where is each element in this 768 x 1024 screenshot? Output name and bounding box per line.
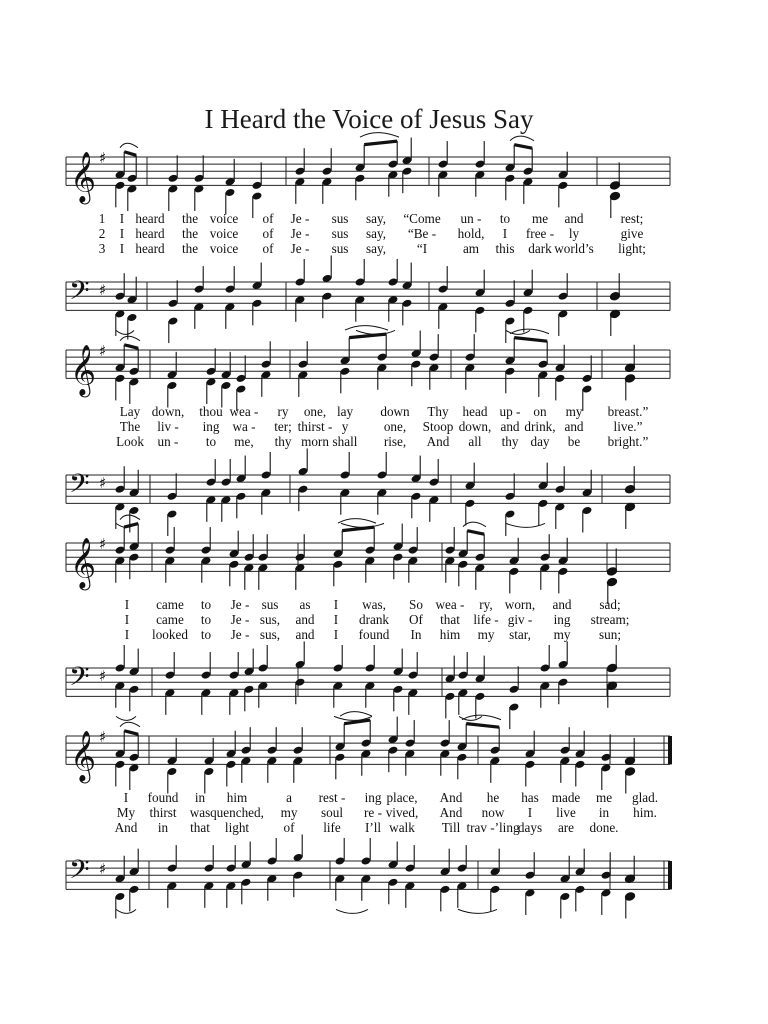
lyric-syllable: giv - <box>507 612 533 627</box>
lyric-syllable: wa - <box>232 419 256 434</box>
slur <box>120 143 138 148</box>
lyric-syllable: un - <box>157 434 179 449</box>
lyric-syllable: and <box>564 211 584 226</box>
lyric-syllable: light; <box>618 241 646 256</box>
lyric-syllable: And <box>114 820 138 835</box>
lyric-syllable: place, <box>386 790 418 805</box>
lyric-syllable: was <box>189 805 211 820</box>
lyric-syllable: “Come <box>403 211 441 226</box>
sharp-icon: ♯ <box>99 281 107 300</box>
lyric-syllable: Thy <box>427 404 449 419</box>
lyric-syllable: and <box>552 597 572 612</box>
slur <box>120 722 140 727</box>
sharp-icon: ♯ <box>99 667 107 686</box>
lyric-syllable: I <box>527 805 533 820</box>
lyric-syllable: in <box>598 805 610 820</box>
lyric-syllable: sus <box>331 211 349 226</box>
lyric-syllable: me, <box>234 434 254 449</box>
lyric-syllable: trav -’ling <box>466 820 520 835</box>
lyric-syllable: thirst - <box>297 419 333 434</box>
lyric-syllable: looked <box>152 627 188 642</box>
treble-clef-icon: 𝄞 <box>70 537 97 589</box>
lyric-syllable: Je - <box>290 241 310 256</box>
treble-clef-icon: 𝄞 <box>70 730 97 782</box>
lyric-syllable: thy <box>274 434 292 449</box>
lyric-syllable: heard <box>135 211 165 226</box>
lyric-syllable: on <box>533 404 547 419</box>
verse-number: 3 <box>98 241 106 256</box>
lyric-syllable: this <box>495 241 515 256</box>
note-beam <box>342 527 374 531</box>
lyric-syllable: Look <box>116 434 144 449</box>
note-beam <box>514 145 532 149</box>
lyric-syllable: Je - <box>290 226 310 241</box>
slur <box>340 712 372 717</box>
lyric-syllable: Lay <box>119 404 141 419</box>
lyric-syllable: sun; <box>599 627 621 642</box>
verse-number: 1 <box>98 211 106 226</box>
system-1 <box>66 133 670 343</box>
sharp-icon: ♯ <box>99 728 107 746</box>
slur <box>120 336 140 341</box>
note-beam <box>467 531 484 535</box>
lyric-syllable: ry, <box>479 597 493 612</box>
lyric-syllable: done. <box>589 820 619 835</box>
lyric-syllable: rise, <box>383 434 407 449</box>
lyric-syllable: life - <box>473 612 499 627</box>
lyric-syllable: And <box>426 434 450 449</box>
lyric-syllable: free - <box>525 226 555 241</box>
lyric-syllable: that <box>440 612 460 627</box>
lyric-syllable: of <box>262 241 274 256</box>
lyric-syllable: soul <box>321 805 343 820</box>
lyric-syllable: And <box>439 790 463 805</box>
lyric-syllable: ing <box>202 419 220 434</box>
slur <box>345 326 388 331</box>
lyric-syllable: glad. <box>631 790 659 805</box>
lyric-syllable: him <box>226 790 248 805</box>
lyric-syllable: stream; <box>590 612 630 627</box>
lyric-syllable: morn <box>301 434 329 449</box>
lyric-syllable: Je - <box>230 612 250 627</box>
lyric-syllable: be <box>567 434 581 449</box>
lyric-syllable: the <box>181 241 199 256</box>
lyric-syllable: say, <box>365 241 387 256</box>
lyric-syllable: sad; <box>599 597 621 612</box>
lyric-syllable: in <box>157 820 169 835</box>
note-beam <box>124 524 138 528</box>
lyric-syllable: star, <box>509 627 531 642</box>
lyric-syllable: day <box>530 434 550 449</box>
lyric-syllable: to <box>205 434 217 449</box>
lyric-syllable: days <box>517 820 543 835</box>
lyric-syllable: drank <box>358 612 390 627</box>
lyric-syllable: say, <box>365 226 387 241</box>
note-beam <box>349 334 386 338</box>
lyric-syllable: I’ll <box>364 820 382 835</box>
bass-clef-icon: 𝄢 <box>69 853 90 892</box>
lyric-syllable: live <box>556 805 576 820</box>
lyric-syllable: I <box>119 211 125 226</box>
lyric-syllable: I <box>119 241 125 256</box>
slur <box>116 330 134 334</box>
lyric-syllable: has <box>521 790 539 805</box>
lyric-syllable: to <box>200 612 212 627</box>
note-beam <box>124 152 136 156</box>
lyric-syllable: the <box>181 211 199 226</box>
lyric-syllable: him. <box>633 805 657 820</box>
note-beam <box>466 724 499 728</box>
lyric-syllable: The <box>119 419 141 434</box>
slur <box>463 522 486 527</box>
lyric-syllable: sus, <box>259 612 281 627</box>
lyric-syllable: I <box>502 226 508 241</box>
lyric-syllable: Je - <box>230 597 250 612</box>
lyric-syllable: dark <box>528 241 552 256</box>
lyric-syllable: heard <box>135 226 165 241</box>
bass-clef-icon: 𝄢 <box>69 274 90 313</box>
lyric-syllable: he <box>486 790 500 805</box>
sharp-icon: ♯ <box>99 860 107 879</box>
lyric-syllable: voice <box>209 226 239 241</box>
lyric-syllable: I <box>333 597 339 612</box>
lyric-syllable: of <box>262 211 274 226</box>
lyric-syllable: and <box>295 627 315 642</box>
lyric-syllable: and <box>500 419 520 434</box>
lyric-syllable: My <box>116 805 136 820</box>
sharp-icon: ♯ <box>99 342 107 360</box>
lyric-syllable: ly <box>568 226 580 241</box>
lyric-syllable: I <box>124 627 130 642</box>
lyric-syllable: of <box>283 820 295 835</box>
lyric-syllable: give <box>620 226 644 241</box>
lyric-syllable: one, <box>303 404 327 419</box>
lyric-syllable: voice <box>209 211 239 226</box>
lyric-syllable: vived, <box>385 805 419 820</box>
lyric-syllable: made <box>551 790 581 805</box>
lyric-syllable: as <box>299 597 311 612</box>
lyric-syllable: a <box>286 790 292 805</box>
lyric-syllable: ing <box>364 790 382 805</box>
lyric-syllable: lay <box>336 404 354 419</box>
lyric-syllable: shall <box>332 434 358 449</box>
hymn-title: I Heard the Voice of Jesus Say <box>204 104 534 134</box>
lyric-syllable: sus <box>331 241 349 256</box>
note-beam <box>514 338 547 342</box>
lyric-syllable: I <box>333 627 339 642</box>
system-2 <box>66 326 670 536</box>
lyric-syllable: Of <box>409 612 423 627</box>
lyric-syllable: wea - <box>229 404 259 419</box>
system-4 <box>66 712 670 919</box>
slur <box>510 329 549 334</box>
lyric-syllable: to <box>200 627 212 642</box>
lyric-syllable: worn, <box>504 597 536 612</box>
lyric-syllable: in <box>194 790 206 805</box>
sharp-icon: ♯ <box>99 535 107 553</box>
lyric-syllable: one, <box>383 419 407 434</box>
lyric-syllable: un - <box>460 211 482 226</box>
lyric-syllable: walk <box>389 820 415 835</box>
slur <box>336 909 368 913</box>
lyric-syllable: bright.” <box>607 434 649 449</box>
sharp-icon: ♯ <box>99 149 107 167</box>
lyric-syllable: Stoop <box>422 419 454 434</box>
lyric-syllable: drink, <box>524 419 556 434</box>
lyric-syllable: the <box>181 226 199 241</box>
lyric-syllable: my <box>280 805 298 820</box>
lyric-syllable: I <box>333 612 339 627</box>
lyric-syllable: “I <box>416 241 428 256</box>
lyric-syllable: Je - <box>290 211 310 226</box>
treble-clef-icon: 𝄞 <box>70 151 97 203</box>
lyric-syllable: down, <box>458 419 492 434</box>
lyric-syllable: came <box>156 612 184 627</box>
lyric-syllable: thirst <box>149 805 177 820</box>
lyric-syllable: wea - <box>435 597 465 612</box>
lyric-syllable: thou <box>199 404 223 419</box>
lyric-syllable: are <box>557 820 575 835</box>
lyric-syllable: y <box>341 419 349 434</box>
lyric-syllable: Je - <box>230 627 250 642</box>
lyric-syllable: ry <box>277 404 289 419</box>
lyric-syllable: to <box>499 211 511 226</box>
lyric-syllable: And <box>439 805 463 820</box>
lyric-syllable: say, <box>365 211 387 226</box>
lyric-syllable: me <box>531 211 549 226</box>
lyric-syllable: life <box>323 820 341 835</box>
lyric-syllable: “Be - <box>407 226 437 241</box>
lyric-syllable: that <box>190 820 210 835</box>
lyric-syllable: up - <box>499 404 521 419</box>
lyric-syllable: am <box>462 241 480 256</box>
note-beam <box>124 731 138 735</box>
lyric-syllable: So <box>409 597 423 612</box>
sharp-icon: ♯ <box>99 474 107 493</box>
verse-number: 2 <box>98 226 106 241</box>
lyric-syllable: I <box>119 226 125 241</box>
treble-clef-icon: 𝄞 <box>70 344 97 396</box>
lyric-syllable: breast.” <box>607 404 649 419</box>
lyric-syllable: head <box>462 404 488 419</box>
lyric-syllable: liv - <box>157 419 179 434</box>
lyric-syllable: my <box>553 627 571 642</box>
lyric-syllable: In <box>410 627 422 642</box>
bass-clef-icon: 𝄢 <box>69 467 90 506</box>
lyric-syllable: now <box>481 805 505 820</box>
lyric-syllable: him <box>439 627 461 642</box>
lyric-syllable: to <box>200 597 212 612</box>
slur <box>116 716 136 720</box>
lyric-syllable: hold, <box>457 226 485 241</box>
bass-clef-icon: 𝄢 <box>69 660 90 699</box>
note-beam <box>124 345 138 349</box>
lyric-syllable: ing <box>553 612 571 627</box>
lyric-syllable: voice <box>209 241 239 256</box>
lyric-syllable: down, <box>151 404 185 419</box>
lyric-syllable: rest; <box>620 211 644 226</box>
lyric-syllable: quenched, <box>210 805 264 820</box>
lyric-syllable: and <box>295 612 315 627</box>
lyric-syllable: world’s <box>554 241 594 256</box>
lyric-syllable: down <box>380 404 410 419</box>
slur <box>510 136 534 141</box>
lyric-syllable: my <box>565 404 583 419</box>
lyric-syllable: I <box>124 612 130 627</box>
slur <box>360 133 399 138</box>
lyric-syllable: light <box>224 820 250 835</box>
slur <box>506 330 530 334</box>
lyric-syllable: my <box>477 627 495 642</box>
lyric-syllable: I <box>123 790 129 805</box>
lyric-syllable: I <box>124 597 130 612</box>
system-3 <box>66 515 670 729</box>
lyric-syllable: of <box>262 226 274 241</box>
lyric-syllable: me <box>595 790 613 805</box>
lyric-syllable: sus, <box>259 627 281 642</box>
lyric-syllable: rest - <box>318 790 346 805</box>
lyric-syllable: came <box>156 597 184 612</box>
slur <box>116 909 136 913</box>
slur <box>338 519 376 524</box>
lyric-syllable: found <box>147 790 179 805</box>
lyric-syllable: found <box>358 627 390 642</box>
lyric-syllable: sus <box>261 597 279 612</box>
lyric-syllable: all <box>468 434 482 449</box>
note-beam <box>364 141 397 145</box>
note-beam <box>344 720 370 724</box>
lyric-syllable: live.” <box>613 419 643 434</box>
lyric-syllable: sus <box>331 226 349 241</box>
lyric-syllable: was, <box>362 597 386 612</box>
lyric-syllable: ter; <box>274 419 292 434</box>
slur <box>462 715 501 720</box>
lyric-syllable: heard <box>135 241 165 256</box>
lyric-syllable: thy <box>501 434 519 449</box>
lyric-syllable: re - <box>364 805 382 820</box>
lyric-syllable: Till <box>441 820 461 835</box>
lyric-syllable: and <box>564 419 584 434</box>
